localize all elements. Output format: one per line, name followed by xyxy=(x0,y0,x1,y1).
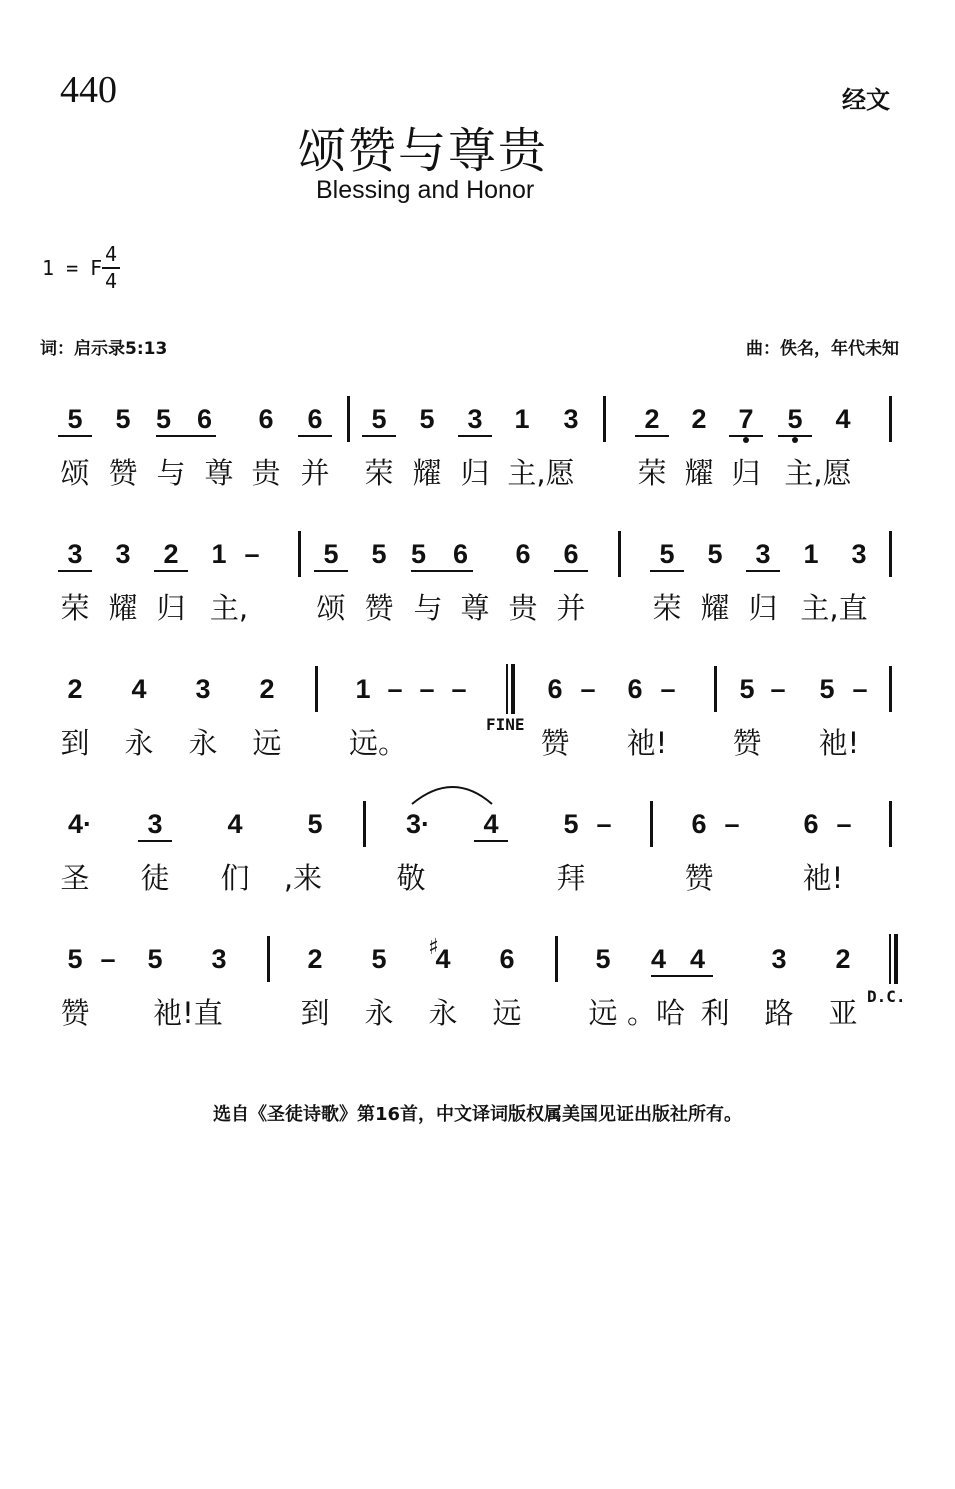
note: 3 xyxy=(138,808,172,842)
lyric: 耀 xyxy=(684,456,714,490)
copyright-footer: 选自《圣徒诗歌》第16首，中文译词版权属美国见证出版社所有。 xyxy=(212,1104,743,1125)
composer-credit: 曲：佚名，年代未知 xyxy=(746,339,899,359)
lyric: 敬 xyxy=(396,861,426,895)
lyric: ,来 xyxy=(283,861,323,895)
barline xyxy=(650,801,653,847)
lyricist-credit: 词：启示录5:13 xyxy=(40,339,168,359)
note-dash: – xyxy=(852,674,868,704)
note: 5 xyxy=(67,944,83,974)
note-group xyxy=(651,943,713,977)
note: 5 xyxy=(419,404,435,434)
lyric: 圣 xyxy=(60,861,90,895)
note: 4 xyxy=(690,944,706,974)
note: 2 xyxy=(835,944,851,974)
lyric: 耀 xyxy=(412,456,442,490)
fine-mark: FINE xyxy=(486,715,525,734)
lyric: 赞 xyxy=(364,591,394,625)
note-dash: – xyxy=(580,674,596,704)
note-dotted: 4· xyxy=(67,809,92,839)
note: 5 xyxy=(371,539,387,569)
note-dash: – xyxy=(451,674,467,704)
note: 2 xyxy=(259,674,275,704)
lyric: 颂 xyxy=(60,456,90,490)
lyric: 与 xyxy=(413,591,443,625)
note: 5 xyxy=(563,809,579,839)
sharp-icon: ♯ xyxy=(428,935,439,960)
note-low: 5 xyxy=(778,403,812,437)
lyric: 赞 xyxy=(108,456,138,490)
note: 6 xyxy=(554,538,588,572)
note: 4 xyxy=(131,674,147,704)
lyric: 们 xyxy=(220,861,250,895)
lyric: 荣 xyxy=(652,591,682,625)
note: 6 xyxy=(691,809,707,839)
note: 5 xyxy=(707,539,723,569)
note: 5 xyxy=(739,674,755,704)
slur xyxy=(408,780,498,808)
time-signature-top: 4 xyxy=(104,242,118,266)
lyric: 。哈 xyxy=(626,996,685,1030)
lyric: 耀 xyxy=(700,591,730,625)
dc-mark: D.C. xyxy=(867,987,906,1006)
lyric: 拜 xyxy=(556,861,586,895)
category-label: 经文 xyxy=(842,85,890,114)
note: 4 xyxy=(651,944,667,974)
note: 4 xyxy=(835,404,851,434)
lyric: 并 xyxy=(556,591,586,625)
lyric: 永 xyxy=(188,726,218,760)
note: 5 xyxy=(115,404,131,434)
lyric: 到 xyxy=(60,726,90,760)
note: 5 xyxy=(362,403,396,437)
lyric: 主,直 xyxy=(800,591,868,625)
final-barline-thin xyxy=(889,934,891,984)
note-dash: – xyxy=(387,674,403,704)
lyric: 赞 xyxy=(684,861,714,895)
note: 3 xyxy=(211,944,227,974)
note: 3 xyxy=(115,539,131,569)
lyric: 贵 xyxy=(251,456,281,490)
note: 6 xyxy=(453,539,469,569)
lyric: 祂! xyxy=(818,726,860,760)
barline xyxy=(618,531,621,577)
note: 5 xyxy=(307,809,323,839)
note: 6 xyxy=(258,404,274,434)
barline xyxy=(298,531,301,577)
lyric: 永 xyxy=(428,996,458,1030)
note: 5 xyxy=(650,538,684,572)
note: 5 xyxy=(371,944,387,974)
lyric: 永 xyxy=(364,996,394,1030)
note: 3 xyxy=(851,539,867,569)
lyric: 祂!直 xyxy=(153,996,223,1030)
barline xyxy=(555,936,558,982)
barline xyxy=(714,666,717,712)
lyric: 与 xyxy=(156,456,186,490)
note: 3 xyxy=(458,403,492,437)
note: 5 xyxy=(314,538,348,572)
note: 6 xyxy=(197,404,213,434)
lyric: 利 xyxy=(700,996,730,1030)
note-dash: – xyxy=(836,809,852,839)
barline xyxy=(363,801,366,847)
barline xyxy=(889,531,892,577)
note: 6 xyxy=(298,403,332,437)
final-barline-thick xyxy=(511,664,515,714)
note: 5 xyxy=(819,674,835,704)
note: 6 xyxy=(547,674,563,704)
note: 1 xyxy=(355,674,371,704)
lyric: 归 xyxy=(460,456,490,490)
hymn-subtitle: Blessing and Honor xyxy=(316,176,535,204)
note: 3 xyxy=(195,674,211,704)
note-dash: – xyxy=(660,674,676,704)
note: 6 xyxy=(803,809,819,839)
note-dash: – xyxy=(724,809,740,839)
lyric: 归 xyxy=(731,456,761,490)
note: 1 xyxy=(211,539,227,569)
lyric: 荣 xyxy=(364,456,394,490)
lyric: 路 xyxy=(764,996,794,1030)
lyric: 到 xyxy=(300,996,330,1030)
note: 1 xyxy=(803,539,819,569)
note: 2 xyxy=(635,403,669,437)
barline xyxy=(889,666,892,712)
note-dash: – xyxy=(100,944,116,974)
lyric: 尊 xyxy=(204,456,234,490)
note: 2 xyxy=(154,538,188,572)
note: 6 xyxy=(627,674,643,704)
barline xyxy=(315,666,318,712)
note: 5 xyxy=(156,404,172,434)
note: 3 xyxy=(563,404,579,434)
lyric: 远 xyxy=(492,996,522,1030)
lyric: 赞 xyxy=(732,726,762,760)
final-barline-thick xyxy=(894,934,898,984)
lyric: 赞 xyxy=(60,996,90,1030)
note: 2 xyxy=(67,674,83,704)
note: 3 xyxy=(746,538,780,572)
final-barline-thin xyxy=(506,664,508,714)
note-dash: – xyxy=(244,539,260,569)
note-sharp: 4 xyxy=(435,944,451,974)
lyric: 荣 xyxy=(60,591,90,625)
time-signature-bottom: 4 xyxy=(104,269,118,293)
note-dash: – xyxy=(419,674,435,704)
lyric: 祂! xyxy=(626,726,668,760)
lyric: 赞 xyxy=(540,726,570,760)
lyric: 荣 xyxy=(637,456,667,490)
note: 5 xyxy=(411,539,427,569)
note: 4 xyxy=(227,809,243,839)
lyric: 归 xyxy=(156,591,186,625)
lyric: 并 xyxy=(300,456,330,490)
lyric: 远。 xyxy=(348,726,407,760)
note-dash: – xyxy=(596,809,612,839)
lyric: 徒 xyxy=(140,861,170,895)
lyric: 祂! xyxy=(802,861,844,895)
note: 1 xyxy=(514,404,530,434)
note: 2 xyxy=(691,404,707,434)
time-signature xyxy=(100,242,122,294)
note: 4 xyxy=(474,808,508,842)
hymn-title: 颂赞与尊贵 xyxy=(298,123,549,179)
lyric: 主,愿 xyxy=(784,456,852,490)
lyric: 远 xyxy=(252,726,282,760)
barline xyxy=(603,396,606,442)
barline xyxy=(347,396,350,442)
barline xyxy=(267,936,270,982)
note: 6 xyxy=(515,539,531,569)
note: 6 xyxy=(499,944,515,974)
key-signature: 1 = F xyxy=(42,256,103,280)
barline xyxy=(889,801,892,847)
lyric: 亚 xyxy=(828,996,858,1030)
note-dotted: 3· xyxy=(405,809,430,839)
note: 2 xyxy=(307,944,323,974)
lyric: 远 xyxy=(588,996,618,1030)
note: 5 xyxy=(595,944,611,974)
lyric: 耀 xyxy=(108,591,138,625)
lyric: 颂 xyxy=(316,591,346,625)
note-group xyxy=(156,403,216,437)
note-low: 7 xyxy=(729,403,763,437)
note: 5 xyxy=(147,944,163,974)
note: 3 xyxy=(771,944,787,974)
lyric: 永 xyxy=(124,726,154,760)
lyric: 归 xyxy=(748,591,778,625)
hymn-number: 440 xyxy=(60,69,117,111)
lyric: 尊 xyxy=(460,591,490,625)
lyric: 贵 xyxy=(508,591,538,625)
note: 5 xyxy=(58,403,92,437)
lyric: 主, xyxy=(209,591,249,625)
barline xyxy=(889,396,892,442)
note-group xyxy=(411,538,473,572)
note: 3 xyxy=(58,538,92,572)
lyric: 主,愿 xyxy=(507,456,575,490)
note-dash: – xyxy=(770,674,786,704)
